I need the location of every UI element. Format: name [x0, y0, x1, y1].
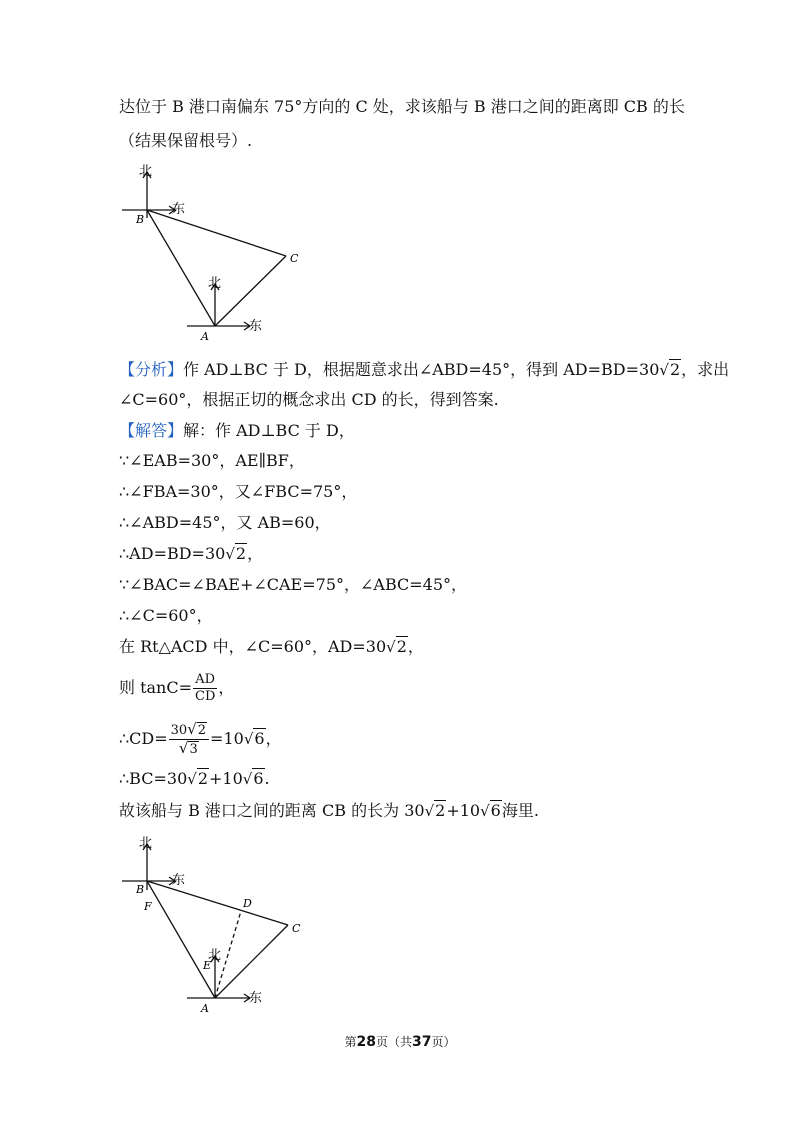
- solution-tag: 【解答】: [119, 421, 184, 440]
- sqrt: √2: [424, 801, 446, 820]
- solution-line-1: ∵∠EAB=30°，AE∥BF，: [119, 451, 305, 470]
- sqrt: √2: [659, 360, 681, 379]
- fig1-north2-label: 北: [208, 276, 222, 291]
- analysis-line-1: 【分析】作 AD⊥BC 于 D，根据题意求出∠ABD=45°，得到 AD=BD=30√2，求出: [119, 360, 730, 379]
- analysis-tag: 【分析】: [119, 360, 184, 379]
- sqrt: √2: [225, 544, 247, 563]
- solution-line-8: 则 tanC= $\frac{AD}{CD}$ ，: [119, 672, 235, 704]
- fig2-point-e: E: [203, 959, 212, 972]
- sqrt: √6: [242, 769, 264, 788]
- sqrt: √2: [187, 720, 207, 738]
- solution-line-11: 故该船与 B 港口之间的距离 CB 的长为 30√2+10√6海里.: [119, 801, 539, 820]
- analysis-line-2: ∠C=60°，根据正切的概念求出 CD 的长，得到答案.: [119, 390, 499, 409]
- fig1-east-label: 东: [172, 202, 186, 217]
- total-pages: 37: [412, 1034, 432, 1050]
- fig2-point-c: C: [292, 922, 301, 935]
- figure-1: [112, 160, 312, 342]
- fig1-east2-label: 东: [249, 319, 263, 334]
- solution-line-7: 在 Rt△ACD 中，∠C=60°，AD=30√2，: [119, 637, 424, 656]
- solution-line-6: ∴∠C=60°，: [119, 606, 213, 625]
- solution-line-3: ∴∠ABD=45°，又 AB=60，: [119, 513, 331, 532]
- solution-line-2: ∴∠FBA=30°，又∠FBC=75°，: [119, 482, 358, 501]
- fig2-north2-label: 北: [208, 948, 222, 963]
- sqrt: √2: [386, 637, 407, 656]
- solution-line-0: 【解答】解：作 AD⊥BC 于 D，: [119, 421, 355, 440]
- fig2-point-d: D: [243, 897, 252, 910]
- fig2-east2-label: 东: [249, 991, 263, 1006]
- fraction-cd: $\frac{30√2}{√3}$: [169, 721, 209, 758]
- fig1-point-a: A: [201, 330, 209, 342]
- fig2-point-b: B: [136, 883, 145, 896]
- sqrt: √6: [480, 801, 501, 820]
- solution-line-9: ∴CD= $\frac{30√2}{√3}$ =10√6，: [119, 720, 282, 757]
- fig2-north-label: 北: [139, 836, 153, 851]
- problem-line-1: 达位于 B 港口南偏东 75°方向的 C 处，求该船与 B 港口之间的距离即 CB 的长: [119, 97, 685, 116]
- fig1-point-b: B: [136, 213, 145, 226]
- sqrt: √3: [178, 739, 198, 757]
- solution-line-5: ∵∠BAC=∠BAE+∠CAE=75°，∠ABC=45°，: [119, 575, 468, 594]
- fig2-point-a: A: [201, 1002, 209, 1015]
- sqrt: √2: [187, 769, 208, 788]
- sqrt: √6: [243, 729, 265, 748]
- solution-line-10: ∴BC=30√2+10√6.: [119, 769, 270, 788]
- fraction-ad-cd: $\frac{AD}{CD}$: [195, 672, 216, 704]
- fig1-north-label: 北: [139, 164, 153, 179]
- fig2-east-label: 东: [172, 873, 186, 888]
- fig2-point-f: F: [144, 900, 152, 913]
- fig1-point-c: C: [290, 252, 299, 265]
- page-footer: 第28页（共37页）: [344, 1034, 456, 1050]
- solution-line-4: ∴AD=BD=30√2，: [119, 544, 264, 563]
- current-page-number: 28: [356, 1034, 376, 1050]
- problem-line-2: （结果保留根号）.: [119, 131, 253, 150]
- figure-2: [112, 832, 312, 1020]
